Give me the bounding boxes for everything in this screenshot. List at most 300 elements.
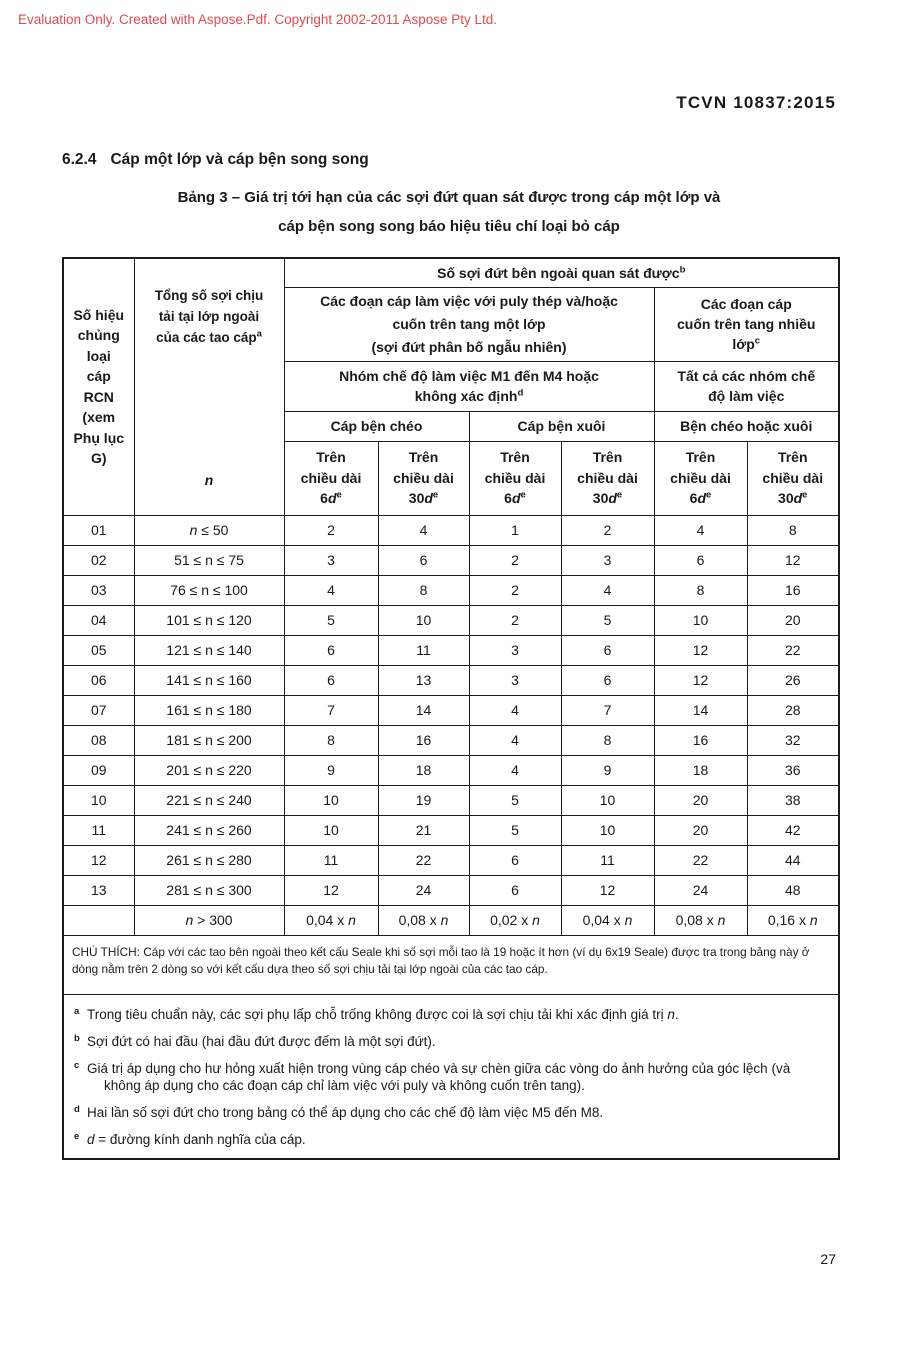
total-wires-header-line: Tổng số sợi chịu xyxy=(154,288,264,303)
cell-wire-range xyxy=(134,665,284,695)
regular-or-lang-lay-header: Bện chéo hoặc xuôi xyxy=(654,411,839,441)
cell-rcn xyxy=(63,545,134,575)
duty-group-header-line: không xác định xyxy=(414,388,518,404)
sheave-sections-header-line: (sợi đứt phân bố ngẫu nhiên) xyxy=(371,338,567,355)
cell-regular-lay-6d-value: 11 xyxy=(323,852,339,868)
cell-wire-range xyxy=(134,815,284,845)
length-label-line: Trên xyxy=(500,449,530,466)
cell-rcn xyxy=(63,785,134,815)
cell-rcn xyxy=(63,635,134,665)
cell-regular-lay-6d-value: 10 xyxy=(323,792,339,808)
cell-lang-lay-6d-value: 2 xyxy=(511,582,519,598)
cell-multilayer-6d xyxy=(654,845,747,875)
cell-regular-lay-6d xyxy=(284,665,378,695)
cell-wire-range-value: 281 ≤ n ≤ 300 xyxy=(166,882,252,898)
cell-regular-lay-30d xyxy=(378,755,469,785)
cell-multilayer-6d xyxy=(654,695,747,725)
length-label-line: chiều dài xyxy=(393,469,454,486)
cell-lang-lay-30d-value: 10 xyxy=(599,822,616,838)
cell-lang-lay-6d xyxy=(469,755,561,785)
footnotes xyxy=(63,994,839,1159)
note-text: Cáp với các tao bên ngoài theo kết cấu Seale khi số sợi mỗi tao là 19 hoặc ít hơn (ví dụ 6x19 Seale) được tra trong bảng này ở dòng nằm trên 2 dòng so với kết cấu dựa theo số sợi chịu tải tại lớp ngoài của các tao cáp. xyxy=(72,944,810,976)
cell-multilayer-6d xyxy=(654,875,747,905)
length-value: 6d xyxy=(320,490,337,507)
length-value-line xyxy=(285,488,378,509)
cell-regular-lay-30d xyxy=(378,875,469,905)
cell-lang-lay-30d-value: 5 xyxy=(603,612,612,628)
cell-rcn xyxy=(63,815,134,845)
cell-multilayer-6d xyxy=(654,755,747,785)
cell-wire-range xyxy=(134,785,284,815)
length-label-line: Trên xyxy=(592,449,623,466)
cell-regular-lay-30d xyxy=(378,845,469,875)
cell-regular-lay-30d-value: 10 xyxy=(415,612,432,628)
cell-lang-lay-30d xyxy=(561,695,654,725)
all-duty-groups-header-line: độ làm việc xyxy=(708,388,785,404)
cell-rcn xyxy=(63,845,134,875)
regular-lay-header: Cáp bện chéo xyxy=(284,411,469,441)
page-number: 27 xyxy=(820,1251,836,1267)
broken-wire-limit-table xyxy=(62,257,840,1160)
cell-lang-lay-30d xyxy=(561,725,654,755)
length-value: 6d xyxy=(504,490,521,507)
cell-multilayer-30d xyxy=(747,755,839,785)
cell-wire-range xyxy=(134,905,284,935)
cell-regular-lay-6d-value: 6 xyxy=(327,672,335,688)
cell-wire-range-value: 51 ≤ n ≤ 75 xyxy=(174,552,244,568)
cell-multilayer-30d-value: 26 xyxy=(784,672,801,688)
footnote-c: c Giá trị áp dụng cho hư hỏng xuất hiện trong vùng cáp chéo và sự chèn giữa các vòng do ảnh hưởng của góc lệch (và không áp dụng cho các đoạn cáp chỉ làm việc với puly và không cuốn trên tang). xyxy=(74,1059,791,1093)
cell-multilayer-30d-value: 16 xyxy=(784,582,801,598)
cell-multilayer-6d xyxy=(654,575,747,605)
cell-lang-lay-30d-value: 2 xyxy=(603,522,612,538)
cell-rcn xyxy=(63,515,134,545)
cell-regular-lay-30d xyxy=(378,905,469,935)
table-row xyxy=(63,785,839,815)
cell-lang-lay-6d xyxy=(469,725,561,755)
cell-wire-range-value: 121 ≤ n ≤ 140 xyxy=(166,642,252,658)
cell-lang-lay-6d-value: 3 xyxy=(511,642,519,658)
cell-lang-lay-30d-value: 11 xyxy=(600,852,615,868)
cell-lang-lay-30d-value: 10 xyxy=(599,792,616,808)
table-row xyxy=(63,815,839,845)
length-value-line xyxy=(379,488,469,509)
cell-regular-lay-30d-value: 13 xyxy=(415,672,432,688)
cell-regular-lay-6d-value: 0,04 x n xyxy=(306,912,356,928)
cell-multilayer-6d-value: 12 xyxy=(692,672,709,688)
cell-regular-lay-30d-value: 21 xyxy=(415,822,432,838)
footnote-ref-e: e xyxy=(520,489,526,501)
cell-lang-lay-30d-value: 6 xyxy=(603,672,612,688)
multilayer-drum-header xyxy=(654,287,839,361)
sheave-sections-header xyxy=(284,287,654,361)
length-value: 30d xyxy=(592,490,617,507)
cell-regular-lay-6d-value: 3 xyxy=(327,552,335,568)
footnote-d: d Hai lần số sợi đứt cho trong bảng có thể áp dụng cho các chế độ làm việc M5 đến M8. xyxy=(74,1103,604,1120)
cell-regular-lay-30d xyxy=(378,545,469,575)
cell-lang-lay-30d xyxy=(561,845,654,875)
cell-multilayer-30d-value: 8 xyxy=(788,522,797,538)
cell-wire-range xyxy=(134,845,284,875)
cell-rcn-value: 07 xyxy=(90,702,107,718)
cell-wire-range-value: 101 ≤ n ≤ 120 xyxy=(166,612,252,628)
total-wires-header xyxy=(134,258,284,515)
table-row xyxy=(63,725,839,755)
cell-regular-lay-6d-value: 2 xyxy=(327,522,335,538)
cell-lang-lay-30d-value: 12 xyxy=(599,882,616,898)
cell-regular-lay-30d xyxy=(378,695,469,725)
cell-wire-range-value: n > 300 xyxy=(185,912,233,928)
footnote-ref-e: e xyxy=(706,489,712,501)
footnote-ref-d: d xyxy=(517,387,524,399)
length-value: 30d xyxy=(778,490,803,507)
length-value: 6d xyxy=(689,490,707,507)
rcn-header-line: RCN xyxy=(83,388,114,405)
length-value-line xyxy=(470,488,561,509)
cell-lang-lay-30d-value: 6 xyxy=(603,642,612,658)
cell-rcn xyxy=(63,695,134,725)
cell-regular-lay-6d-value: 12 xyxy=(323,882,339,898)
total-wires-header-text xyxy=(135,285,284,348)
table-row xyxy=(63,695,839,725)
cell-regular-lay-6d xyxy=(284,575,378,605)
cell-regular-lay-30d xyxy=(378,665,469,695)
cell-rcn-value: 01 xyxy=(90,522,107,538)
cell-rcn-value: 13 xyxy=(90,882,107,898)
table-note xyxy=(63,935,839,994)
cell-multilayer-6d xyxy=(654,635,747,665)
cell-regular-lay-30d-value: 16 xyxy=(415,732,432,748)
cell-regular-lay-6d xyxy=(284,755,378,785)
length-header-6d xyxy=(654,441,747,515)
cell-multilayer-30d-value: 22 xyxy=(784,642,801,658)
broken-wires-header xyxy=(284,258,839,287)
cell-multilayer-30d-value: 36 xyxy=(784,762,801,778)
rcn-header-line: Phụ lục xyxy=(73,429,125,446)
cell-wire-range xyxy=(134,515,284,545)
total-wires-header-line: của các tao cáp xyxy=(156,330,257,345)
length-label-line: chiều dài xyxy=(300,469,362,486)
cell-regular-lay-6d-value: 4 xyxy=(327,582,335,598)
multilayer-drum-header-line: lớp xyxy=(732,336,755,352)
length-label-line: Trên xyxy=(777,449,808,466)
total-wires-header-line-last xyxy=(135,327,284,348)
cell-multilayer-6d xyxy=(654,605,747,635)
cell-multilayer-30d-value: 44 xyxy=(784,852,801,868)
sheave-sections-header-line: Các đoạn cáp làm việc với puly thép và/hoặc xyxy=(320,292,618,309)
section-title: Cáp một lớp và cáp bện song song xyxy=(110,151,369,168)
cell-wire-range-value: 181 ≤ n ≤ 200 xyxy=(166,732,252,748)
cell-regular-lay-30d-value: 24 xyxy=(415,882,432,898)
cell-lang-lay-6d-value: 5 xyxy=(511,792,519,808)
multilayer-drum-header-line: Các đoạn cáp xyxy=(700,296,792,312)
cell-lang-lay-30d-value: 4 xyxy=(603,582,612,598)
cell-multilayer-6d-value: 4 xyxy=(696,522,705,538)
rcn-header-line: G) xyxy=(90,450,107,467)
standard-code: TCVN 10837:2015 xyxy=(676,93,836,112)
cell-lang-lay-30d xyxy=(561,545,654,575)
cell-regular-lay-6d xyxy=(284,815,378,845)
cell-rcn-value: 06 xyxy=(90,672,107,688)
lang-lay-header: Cáp bện xuôi xyxy=(469,411,654,441)
sheave-sections-header-line: cuốn trên tang một lớp xyxy=(392,315,546,332)
cell-lang-lay-6d xyxy=(469,575,561,605)
cell-multilayer-6d-value: 24 xyxy=(692,882,709,898)
cell-regular-lay-6d xyxy=(284,725,378,755)
length-label-line: chiều dài xyxy=(484,469,546,486)
length-header-6d xyxy=(469,441,561,515)
cell-lang-lay-6d xyxy=(469,545,561,575)
footnote-b: b Sợi đứt có hai đầu (hai đầu đứt được đếm là một sợi đứt). xyxy=(74,1032,436,1049)
cell-lang-lay-6d xyxy=(469,665,561,695)
cell-multilayer-6d-value: 16 xyxy=(692,732,709,748)
cell-regular-lay-6d xyxy=(284,695,378,725)
cell-regular-lay-6d xyxy=(284,515,378,545)
wire-count-symbol: n xyxy=(204,472,214,488)
table-row xyxy=(63,845,839,875)
cell-multilayer-30d-value: 28 xyxy=(784,702,801,718)
cell-multilayer-6d-value: 20 xyxy=(692,822,709,838)
cell-wire-range-value: 241 ≤ n ≤ 260 xyxy=(166,822,252,838)
cell-multilayer-30d xyxy=(747,515,839,545)
rcn-header-line: Số hiệu xyxy=(73,306,125,323)
cell-lang-lay-30d-value: 3 xyxy=(603,552,612,568)
cell-multilayer-30d-value: 48 xyxy=(784,882,801,898)
cell-multilayer-6d-value: 10 xyxy=(692,612,709,628)
cell-lang-lay-6d xyxy=(469,515,561,545)
cell-lang-lay-30d xyxy=(561,905,654,935)
cell-regular-lay-30d-value: 22 xyxy=(415,852,432,868)
cell-regular-lay-6d-value: 5 xyxy=(327,612,335,628)
cell-lang-lay-30d xyxy=(561,515,654,545)
length-value-line xyxy=(562,488,654,509)
length-header-30d xyxy=(561,441,654,515)
cell-rcn xyxy=(63,905,134,935)
cell-rcn-value: 03 xyxy=(90,582,107,598)
footnote-ref-a: a xyxy=(256,328,262,340)
cell-regular-lay-6d-value: 10 xyxy=(323,822,339,838)
cell-rcn xyxy=(63,725,134,755)
cell-regular-lay-30d xyxy=(378,815,469,845)
cell-multilayer-30d-value: 38 xyxy=(784,792,801,808)
table-row xyxy=(63,515,839,545)
cell-regular-lay-30d xyxy=(378,515,469,545)
cell-regular-lay-6d xyxy=(284,845,378,875)
cell-rcn-value: 12 xyxy=(90,852,107,868)
cell-wire-range xyxy=(134,695,284,725)
cell-wire-range-value: 201 ≤ n ≤ 220 xyxy=(166,762,252,778)
table-row xyxy=(63,665,839,695)
table-row xyxy=(63,545,839,575)
cell-regular-lay-6d-value: 7 xyxy=(327,702,335,718)
cell-regular-lay-6d xyxy=(284,545,378,575)
cell-lang-lay-6d-value: 6 xyxy=(511,882,519,898)
table-body xyxy=(63,515,839,935)
footnote-ref-e: e xyxy=(432,489,439,501)
cell-regular-lay-6d xyxy=(284,605,378,635)
footnote-text: d = đường kính danh nghĩa của cáp. xyxy=(87,1131,306,1147)
cell-wire-range xyxy=(134,755,284,785)
length-value-line xyxy=(748,488,839,509)
cell-multilayer-6d xyxy=(654,725,747,755)
cell-rcn xyxy=(63,755,134,785)
cell-wire-range xyxy=(134,725,284,755)
cell-wire-range xyxy=(134,635,284,665)
cell-lang-lay-6d xyxy=(469,875,561,905)
cell-multilayer-30d xyxy=(747,695,839,725)
length-header-30d xyxy=(747,441,839,515)
cell-regular-lay-30d-value: 14 xyxy=(415,702,432,718)
section-number: 6.2.4 xyxy=(62,151,97,168)
footnote-text: Hai lần số sợi đứt cho trong bảng có thể áp dụng cho các chế độ làm việc M5 đến M8. xyxy=(87,1104,604,1120)
table-row xyxy=(63,905,839,935)
multilayer-drum-header-line-last xyxy=(655,334,839,354)
cell-regular-lay-6d xyxy=(284,905,378,935)
cell-lang-lay-30d xyxy=(561,575,654,605)
cell-lang-lay-6d xyxy=(469,845,561,875)
cell-multilayer-30d xyxy=(747,635,839,665)
table-row xyxy=(63,605,839,635)
cell-regular-lay-30d-value: 6 xyxy=(419,552,428,568)
footnote-ref-e: e xyxy=(802,489,808,501)
table-row xyxy=(63,635,839,665)
rcn-header-line: loại xyxy=(86,347,111,364)
cell-lang-lay-6d-value: 0,02 x n xyxy=(490,912,540,928)
table-row xyxy=(63,575,839,605)
cell-rcn-value: 09 xyxy=(90,762,107,778)
cell-rcn-value: 11 xyxy=(91,822,107,838)
cell-rcn xyxy=(63,575,134,605)
table-caption-line: Bảng 3 – Giá trị tới hạn của các sợi đứt quan sát được trong cáp một lớp và xyxy=(177,189,721,206)
length-value-line xyxy=(655,488,747,509)
cell-regular-lay-30d-value: 18 xyxy=(415,762,432,778)
cell-lang-lay-30d xyxy=(561,785,654,815)
cell-regular-lay-30d-value: 8 xyxy=(419,582,428,598)
cell-wire-range-value: 261 ≤ n ≤ 280 xyxy=(166,852,252,868)
cell-lang-lay-30d xyxy=(561,755,654,785)
cell-multilayer-30d xyxy=(747,875,839,905)
cell-regular-lay-30d xyxy=(378,635,469,665)
cell-regular-lay-30d-value: 4 xyxy=(419,522,428,538)
cell-multilayer-30d xyxy=(747,815,839,845)
duty-group-header-line-last xyxy=(285,386,654,406)
duty-group-m1-m4-header xyxy=(284,361,654,411)
length-value: 30d xyxy=(408,490,433,507)
cell-lang-lay-30d xyxy=(561,665,654,695)
cell-lang-lay-6d-value: 6 xyxy=(511,852,519,868)
cell-regular-lay-6d xyxy=(284,635,378,665)
cell-lang-lay-30d xyxy=(561,815,654,845)
cell-lang-lay-6d-value: 5 xyxy=(511,822,519,838)
footnote-text: Giá trị áp dụng cho hư hỏng xuất hiện trong vùng cáp chéo và sự chèn giữa các vòng do ảnh hưởng của góc lệch (và không áp dụng cho các đoạn cáp chỉ làm việc với puly và không cuốn trên tang). xyxy=(87,1060,791,1093)
cell-regular-lay-30d xyxy=(378,575,469,605)
cell-lang-lay-6d-value: 2 xyxy=(511,612,519,628)
note-label: CHÚ THÍCH: xyxy=(72,944,140,959)
all-duty-groups-header-line: Tất cả các nhóm chế xyxy=(677,368,816,384)
watermark-text: Evaluation Only. Created with Aspose.Pdf. Copyright 2002-2011 Aspose Pty Ltd. xyxy=(18,12,498,27)
cell-multilayer-6d xyxy=(654,545,747,575)
rcn-header-line: cáp xyxy=(86,368,111,385)
cell-lang-lay-30d-value: 8 xyxy=(603,732,612,748)
cell-lang-lay-6d-value: 2 xyxy=(511,552,519,568)
footnote-ref-c: c xyxy=(754,335,761,347)
cell-multilayer-6d xyxy=(654,515,747,545)
cell-lang-lay-6d xyxy=(469,635,561,665)
cell-lang-lay-6d-value: 4 xyxy=(511,732,519,748)
cell-multilayer-30d-value: 32 xyxy=(784,732,801,748)
cell-multilayer-6d-value: 8 xyxy=(696,582,705,598)
cell-lang-lay-6d-value: 4 xyxy=(511,702,519,718)
footnote-ref-b: b xyxy=(679,264,686,276)
section-heading xyxy=(62,151,369,169)
cell-rcn xyxy=(63,875,134,905)
footnote-text: Trong tiêu chuẩn này, các sợi phụ lấp chỗ trống không được coi là sợi chịu tải khi xác định giá trị n. xyxy=(87,1006,679,1022)
cell-multilayer-30d-value: 20 xyxy=(784,612,801,628)
cell-multilayer-6d xyxy=(654,905,747,935)
cell-regular-lay-6d-value: 8 xyxy=(327,732,335,748)
cell-lang-lay-30d-value: 9 xyxy=(603,762,612,778)
cell-lang-lay-6d xyxy=(469,785,561,815)
cell-multilayer-30d xyxy=(747,845,839,875)
cell-rcn xyxy=(63,605,134,635)
cell-multilayer-6d xyxy=(654,815,747,845)
length-label-line: chiều dài xyxy=(577,469,638,486)
rcn-header-line: chủng xyxy=(77,327,120,344)
rcn-header xyxy=(63,258,134,515)
cell-lang-lay-6d-value: 4 xyxy=(511,762,519,778)
cell-multilayer-30d-value: 42 xyxy=(784,822,801,838)
cell-lang-lay-30d-value: 7 xyxy=(603,702,612,718)
cell-rcn xyxy=(63,665,134,695)
cell-lang-lay-6d xyxy=(469,695,561,725)
cell-lang-lay-30d xyxy=(561,875,654,905)
cell-wire-range-value: 141 ≤ n ≤ 160 xyxy=(166,672,252,688)
cell-lang-lay-30d xyxy=(561,635,654,665)
header-row xyxy=(63,258,839,287)
length-label-line: chiều dài xyxy=(762,469,824,486)
length-header-6d xyxy=(284,441,378,515)
cell-regular-lay-6d xyxy=(284,785,378,815)
cell-multilayer-6d-value: 18 xyxy=(692,762,709,778)
cell-multilayer-30d xyxy=(747,605,839,635)
cell-rcn-value: 10 xyxy=(90,792,107,808)
multilayer-drum-header-line: cuốn trên tang nhiều xyxy=(677,316,816,332)
cell-multilayer-6d-value: 0,08 x n xyxy=(675,912,726,928)
cell-lang-lay-6d-value: 1 xyxy=(511,522,519,538)
cell-wire-range xyxy=(134,875,284,905)
cell-lang-lay-6d xyxy=(469,815,561,845)
footnote-text: Sợi đứt có hai đầu (hai đầu đứt được đếm là một sợi đứt). xyxy=(87,1033,436,1049)
cell-multilayer-30d xyxy=(747,545,839,575)
cell-rcn-value: 05 xyxy=(90,642,107,658)
footnote-ref-e: e xyxy=(616,489,623,501)
cell-regular-lay-30d xyxy=(378,725,469,755)
rcn-header-line: (xem xyxy=(82,409,116,426)
cell-regular-lay-30d-value: 11 xyxy=(416,642,431,658)
length-label-line: Trên xyxy=(316,449,346,466)
cell-multilayer-6d-value: 20 xyxy=(692,792,709,808)
cell-wire-range-value: 161 ≤ n ≤ 180 xyxy=(166,702,252,718)
length-label-line: Trên xyxy=(408,449,439,466)
duty-group-header-line: Nhóm chế độ làm việc M1 đến M4 hoặc xyxy=(339,368,599,384)
total-wires-header-body xyxy=(135,259,284,509)
table-row xyxy=(63,755,839,785)
cell-multilayer-30d xyxy=(747,725,839,755)
cell-multilayer-30d-value: 12 xyxy=(784,552,801,568)
cell-regular-lay-30d-value: 19 xyxy=(415,792,432,808)
cell-lang-lay-30d-value: 0,04 x n xyxy=(582,912,633,928)
broken-wires-header-text: Số sợi đứt bên ngoài quan sát được xyxy=(437,264,680,281)
